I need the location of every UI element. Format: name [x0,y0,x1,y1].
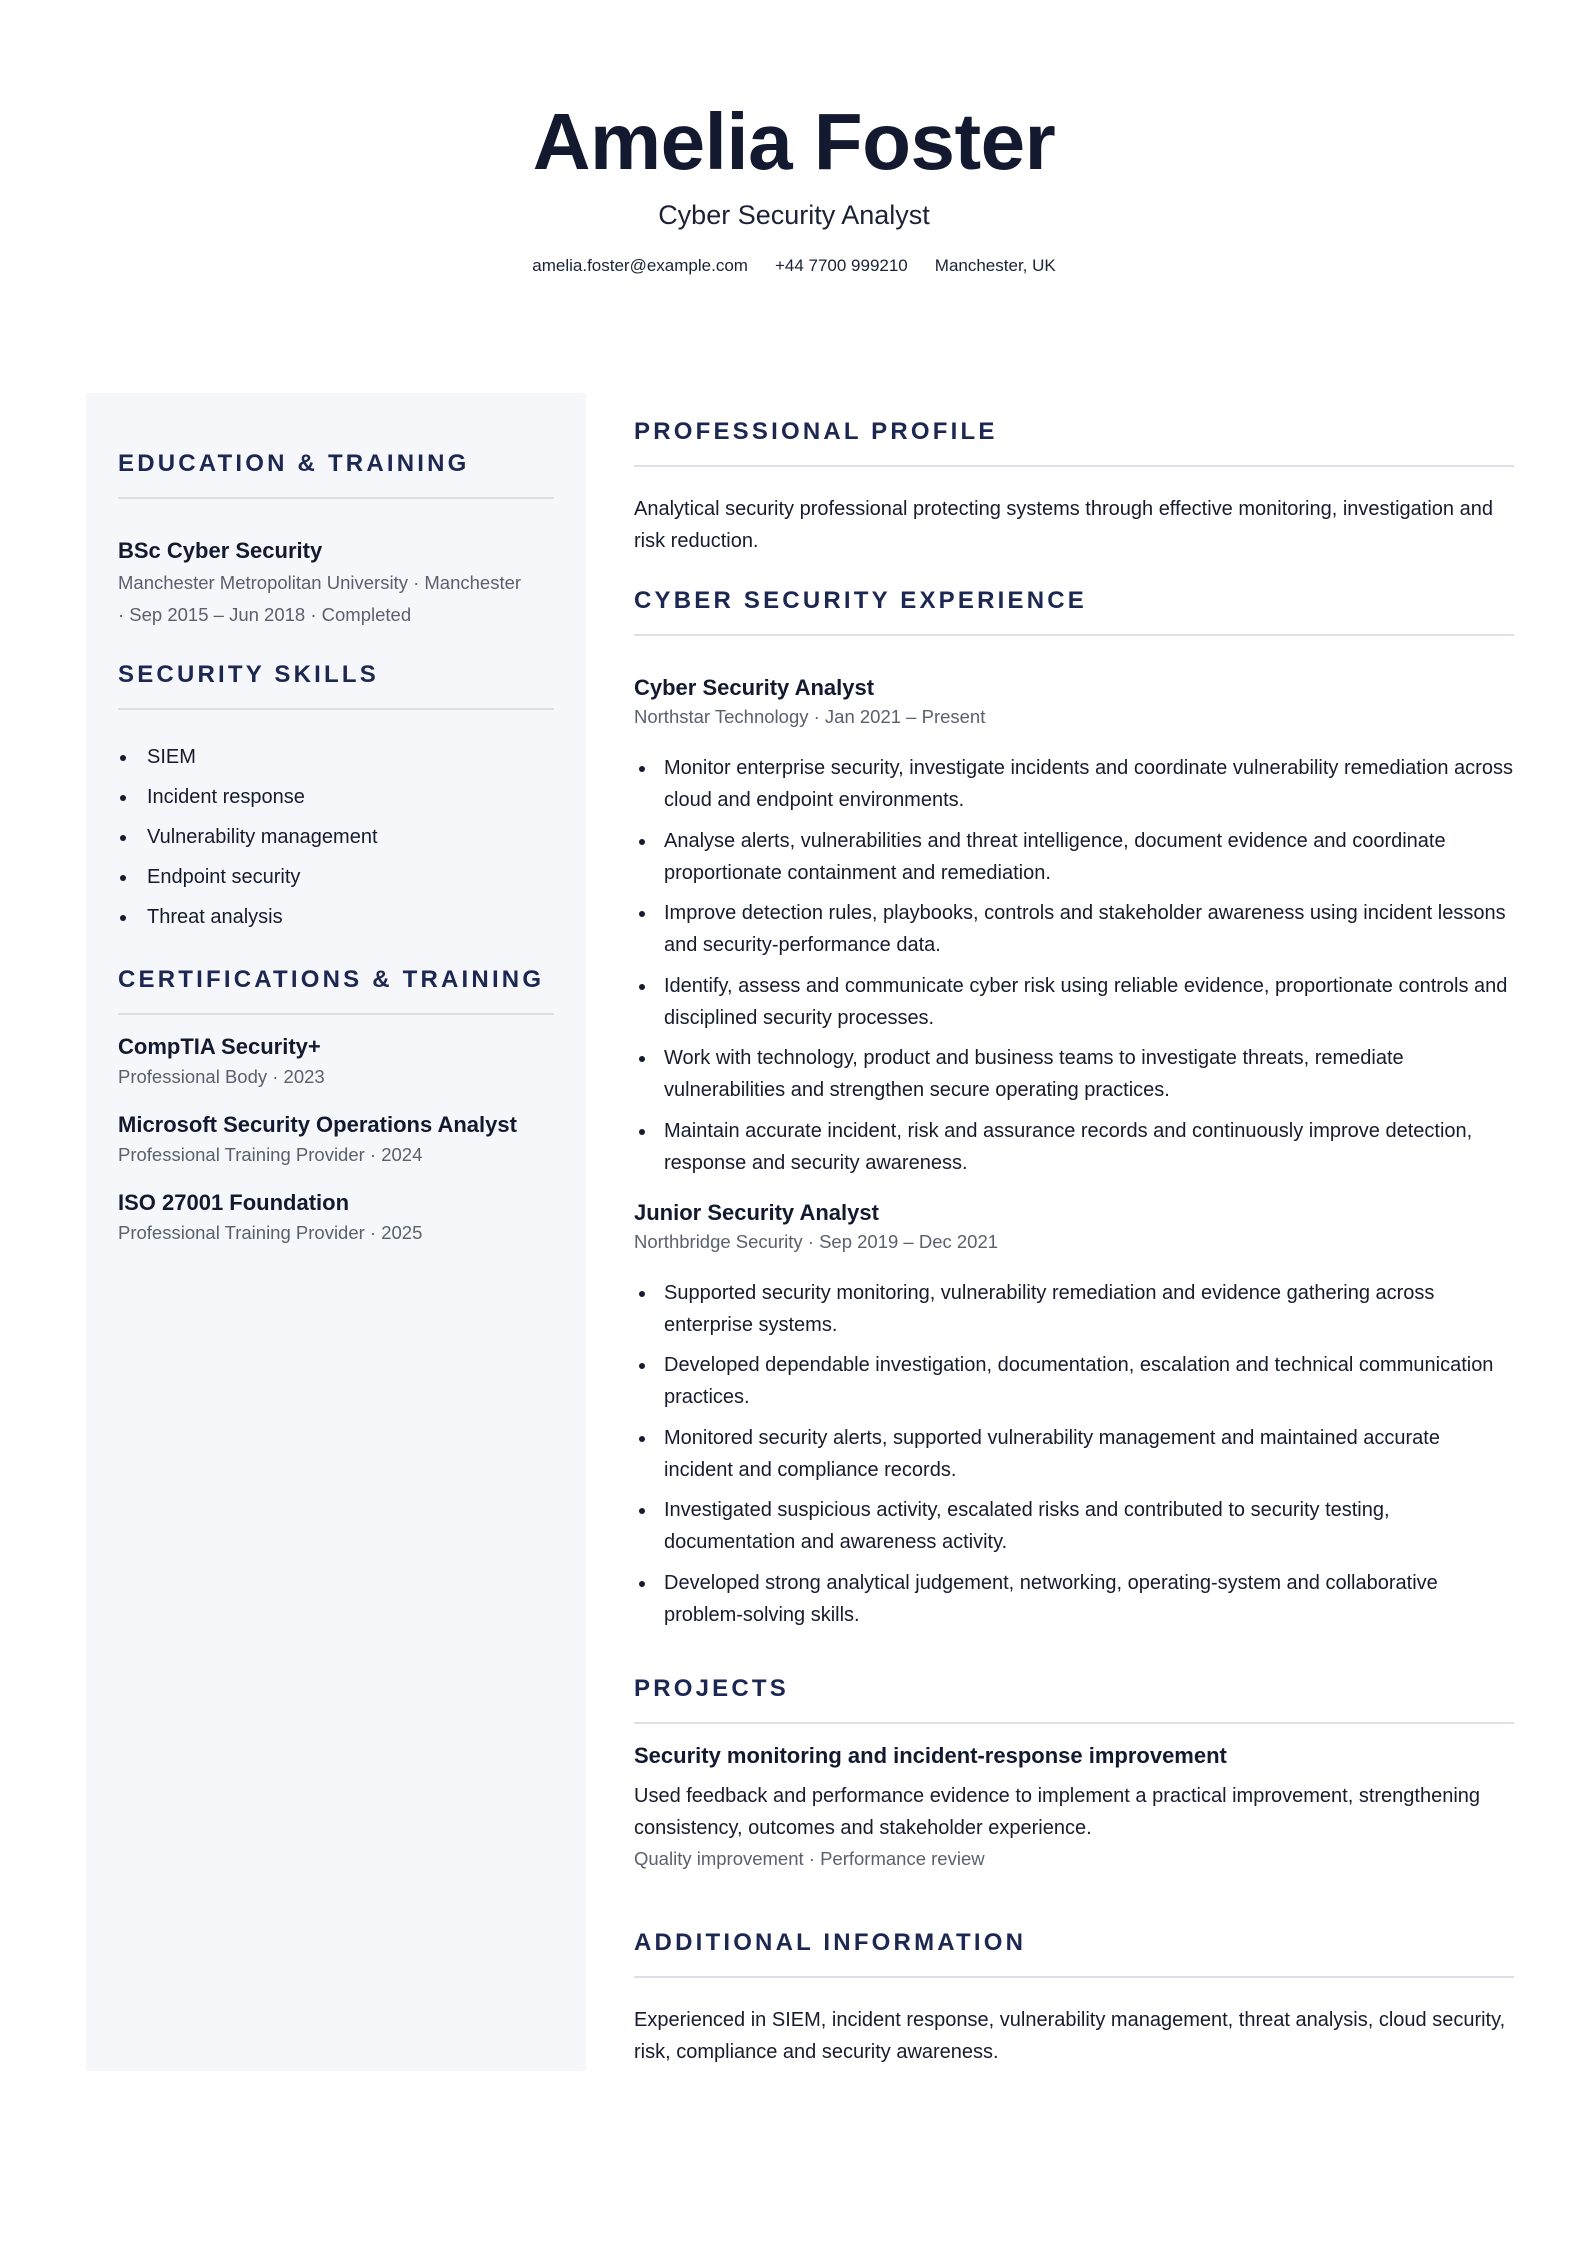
list-item: Improve detection rules, playbooks, controls and stakeholder awareness using incident lessons and security-performance data. [634,897,1514,961]
contact-email[interactable]: amelia.foster@example.com [532,256,748,275]
section-heading-education: EDUCATION & TRAINING [118,450,470,477]
certification-title: Microsoft Security Operations Analyst [118,1112,517,1137]
candidate-title: Cyber Security Analyst [658,200,930,230]
list-item: Developed dependable investigation, documentation, escalation and technical communication practices. [634,1349,1514,1413]
list-item: Maintain accurate incident, risk and assurance records and continuously improve detection, response and security awareness. [634,1115,1514,1179]
list-item: Vulnerability management [118,817,554,857]
certification-meta: Professional Training Provider · 2024 [118,1144,423,1165]
section-divider [634,465,1514,467]
additional-section [634,1928,1514,2068]
section-divider [634,1976,1514,1978]
certifications-section [118,965,554,1249]
additional-information: Experienced in SIEM, incident response, vulnerability management, threat analysis, cloud security, risk, compliance and security awareness. [634,2009,1506,2063]
job-meta: Northstar Technology · Jan 2021 – Present [634,706,986,727]
list-item: Investigated suspicious activity, escalated risks and contributed to security testing, documentation and awareness activity. [634,1494,1514,1558]
contact-line [0,256,1588,276]
project-description: Used feedback and performance evidence to implement a practical improvement, strengthening consistency, outcomes and stakeholder experience. [634,1785,1481,1839]
list-item: Developed strong analytical judgement, networking, operating-system and collaborative problem-solving skills. [634,1567,1514,1631]
section-heading-additional: ADDITIONAL INFORMATION [634,1929,1027,1956]
section-heading-projects: PROJECTS [634,1675,789,1702]
candidate-name: Amelia Foster [532,97,1056,186]
projects-section [634,1674,1514,1872]
section-divider [118,497,554,499]
job-bullets [634,752,1514,1179]
section-divider [634,634,1514,636]
list-item: Monitored security alerts, supported vulnerability management and maintained accurate incident and compliance records. [634,1422,1514,1486]
certification-meta: Professional Body · 2023 [118,1066,325,1087]
contact-phone[interactable]: +44 7700 999210 [774,256,908,275]
project-tags: Quality improvement · Performance review [634,1848,985,1869]
job-title: Cyber Security Analyst [634,675,875,700]
section-heading-skills: SECURITY SKILLS [118,661,379,688]
education-degree: BSc Cyber Security [118,538,323,563]
job-entry [634,674,1514,1179]
education-meta-line1: Manchester Metropolitan University · Manchester [118,572,522,593]
list-item: Monitor enterprise security, investigate incidents and coordinate vulnerability remediation across cloud and endpoint environments. [634,752,1514,816]
list-item: Identify, assess and communicate cyber risk using reliable evidence, proportionate controls and disciplined security processes. [634,970,1514,1034]
job-entry [634,1199,1514,1631]
section-heading-profile: PROFESSIONAL PROFILE [634,418,998,445]
certification-item [118,1033,554,1093]
experience-section [634,586,1514,1639]
job-title: Junior Security Analyst [634,1199,879,1225]
list-item: Supported security monitoring, vulnerability remediation and evidence gathering across enterprise systems. [634,1277,1514,1341]
list-item: SIEM [118,737,554,777]
list-item: Endpoint security [118,857,554,897]
section-divider [118,708,554,710]
section-divider [118,1013,554,1015]
section-heading-experience: CYBER SECURITY EXPERIENCE [634,587,1087,614]
section-divider [634,1722,1514,1724]
list-item: Analyse alerts, vulnerabilities and threat intelligence, document evidence and coordinate proportionate containment and remediation. [634,825,1514,889]
section-heading-certifications: CERTIFICATIONS & TRAINING [118,966,545,993]
resume-header [0,96,1588,276]
project-title: Security monitoring and incident-response improvement [634,1743,1227,1768]
certification-item [118,1189,554,1249]
education-meta-line2: · Sep 2015 – Jun 2018 · Completed [118,604,412,625]
list-item: Work with technology, product and business teams to investigate threats, remediate vulnerabilities and strengthen secure operating practices. [634,1042,1514,1106]
sidebar [86,393,586,2071]
education-section [118,449,554,631]
profile-section [634,417,1514,557]
contact-location: Manchester, UK [934,256,1056,275]
certification-title: CompTIA Security+ [118,1034,321,1059]
job-meta: Northbridge Security · Sep 2019 – Dec 2021 [634,1230,999,1252]
skills-list [118,737,554,937]
skills-section [118,660,554,937]
certification-title: ISO 27001 Foundation [118,1190,350,1215]
list-item: Threat analysis [118,897,554,937]
job-bullets [634,1277,1514,1631]
certification-meta: Professional Training Provider · 2025 [118,1222,423,1243]
list-item: Incident response [118,777,554,817]
profile-summary: Analytical security professional protecting systems through effective monitoring, investigation and risk reduction. [634,498,1493,552]
certification-item [118,1111,554,1171]
